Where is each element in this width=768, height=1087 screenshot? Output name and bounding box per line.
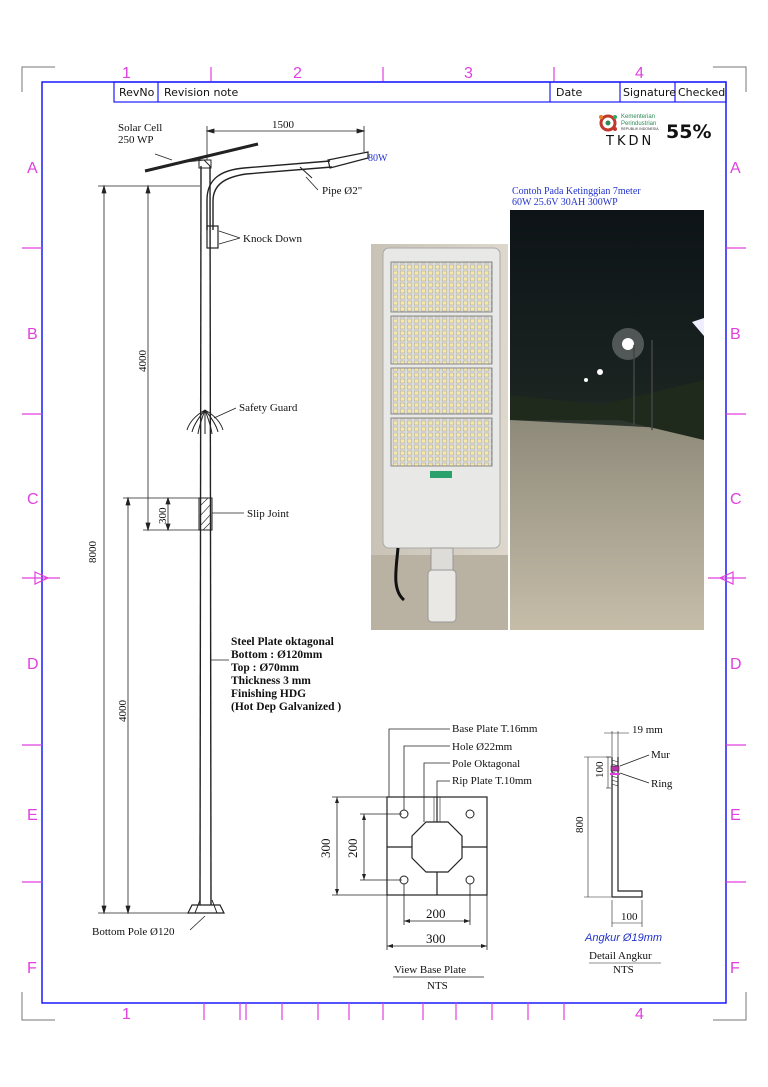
spec-line-2: Bottom : Ø120mm: [231, 649, 323, 661]
header-revno: RevNo: [119, 86, 155, 99]
header-signature: Signature: [623, 86, 677, 99]
knock-down-label: Knock Down: [243, 233, 302, 245]
row-letter-c-right: C: [730, 491, 742, 508]
arm-length-label: 1500: [272, 119, 294, 131]
solar-capacity-label: 250 WP: [118, 134, 154, 146]
pole-drawing: [145, 144, 368, 913]
anchor-dim-thread: 100: [594, 761, 606, 778]
row-letter-e-right: E: [730, 807, 741, 824]
ministry-line1: Kementerian: [621, 114, 656, 120]
anchor-dim-foot: 100: [621, 911, 638, 923]
safety-guard-label: Safety Guard: [239, 402, 298, 414]
col-num-3: 3: [464, 65, 473, 82]
row-letter-a-left: A: [27, 160, 38, 177]
ministry-line2: Perindustrian: [621, 121, 657, 127]
spec-line-5: Finishing HDG: [231, 688, 307, 700]
anchor-dim-length: 800: [574, 816, 586, 833]
hole-label: Hole Ø22mm: [452, 741, 513, 753]
row-letter-a-right: A: [730, 160, 741, 177]
photo-caption-line1: Contoh Pada Ketinggian 7meter: [512, 186, 641, 197]
ministry-gear-icon: [599, 115, 617, 131]
lamp-power-label: 80W: [368, 153, 388, 164]
spec-line-4: Thickness 3 mm: [231, 675, 311, 687]
arm-dimension: [207, 126, 364, 160]
col-num-4: 4: [635, 65, 644, 82]
pipe-label: Pipe Ø2": [322, 185, 363, 197]
pole-spec: [231, 636, 341, 713]
base-plate-label: Base Plate T.16mm: [452, 723, 538, 735]
base-dim-outer-h: 300: [426, 931, 446, 946]
ministry-line3: REPUBLIK INDONESIA: [621, 127, 659, 131]
anchor-dim-top: 19 mm: [632, 724, 663, 736]
row-letter-d-right: D: [730, 656, 742, 673]
dim-slip-label: 300: [157, 507, 169, 524]
col-num-1: 1: [122, 65, 131, 82]
col-num-bottom-1: 1: [122, 1006, 131, 1023]
base-plate-scale: NTS: [427, 980, 448, 992]
pole-dimensions: [98, 186, 200, 913]
base-dim-inner-h: 200: [426, 906, 446, 921]
spec-line-1: Steel Plate oktagonal: [231, 636, 334, 648]
row-letter-e-left: E: [27, 807, 38, 824]
base-dim-outer-v: 300: [318, 838, 333, 858]
row-letter-b-left: B: [27, 326, 38, 343]
header-checked: Checked: [678, 86, 726, 99]
tkdn-value: 55%: [666, 121, 712, 143]
photo-caption-line2: 60W 25.6V 30AH 300WP: [512, 197, 618, 208]
spec-line-3: Top : Ø70mm: [231, 662, 299, 674]
row-letter-b-right: B: [730, 326, 741, 343]
dim-lower-label: 4000: [117, 700, 129, 722]
tkdn-logo: [599, 114, 711, 149]
slip-joint-label: Slip Joint: [247, 508, 289, 520]
anchor-caption: Angkur Ø19mm: [585, 932, 663, 944]
anchor-ring-label: Ring: [651, 778, 673, 790]
row-letter-d-left: D: [27, 656, 39, 673]
header-revision-note: Revision note: [164, 86, 239, 99]
base-dim-inner-v: 200: [345, 838, 360, 858]
top-grid-ticks: [211, 67, 554, 82]
base-plate-title: View Base Plate: [394, 964, 467, 976]
bottom-grid-ticks: [204, 1003, 564, 1020]
solar-cell-label: Solar Cell: [118, 122, 163, 134]
tkdn-label: TKDN: [606, 134, 655, 149]
dim-upper-label: 4000: [137, 350, 149, 372]
anchor-mur-label: Mur: [651, 749, 670, 761]
pole-leaders: [155, 154, 318, 930]
row-letter-f-left: F: [27, 960, 37, 977]
anchor-scale: NTS: [613, 964, 634, 976]
pole-oktagonal-label: Pole Oktagonal: [452, 758, 521, 770]
dim-total-label: 8000: [87, 541, 99, 563]
row-letter-c-left: C: [27, 491, 39, 508]
rip-plate-label: Rip Plate T.10mm: [452, 775, 532, 787]
header-date: Date: [556, 86, 583, 99]
row-letter-f-right: F: [730, 960, 740, 977]
col-num-bottom-4: 4: [635, 1006, 644, 1023]
bottom-pole-label: Bottom Pole Ø120: [92, 926, 175, 938]
night-street-photo: [510, 210, 704, 630]
col-num-2: 2: [293, 65, 302, 82]
spec-line-6: (Hot Dep Galvanized ): [231, 701, 342, 713]
revision-table: [114, 82, 726, 102]
anchor-title: Detail Angkur: [589, 950, 652, 962]
led-lamp-photo: [371, 244, 508, 630]
